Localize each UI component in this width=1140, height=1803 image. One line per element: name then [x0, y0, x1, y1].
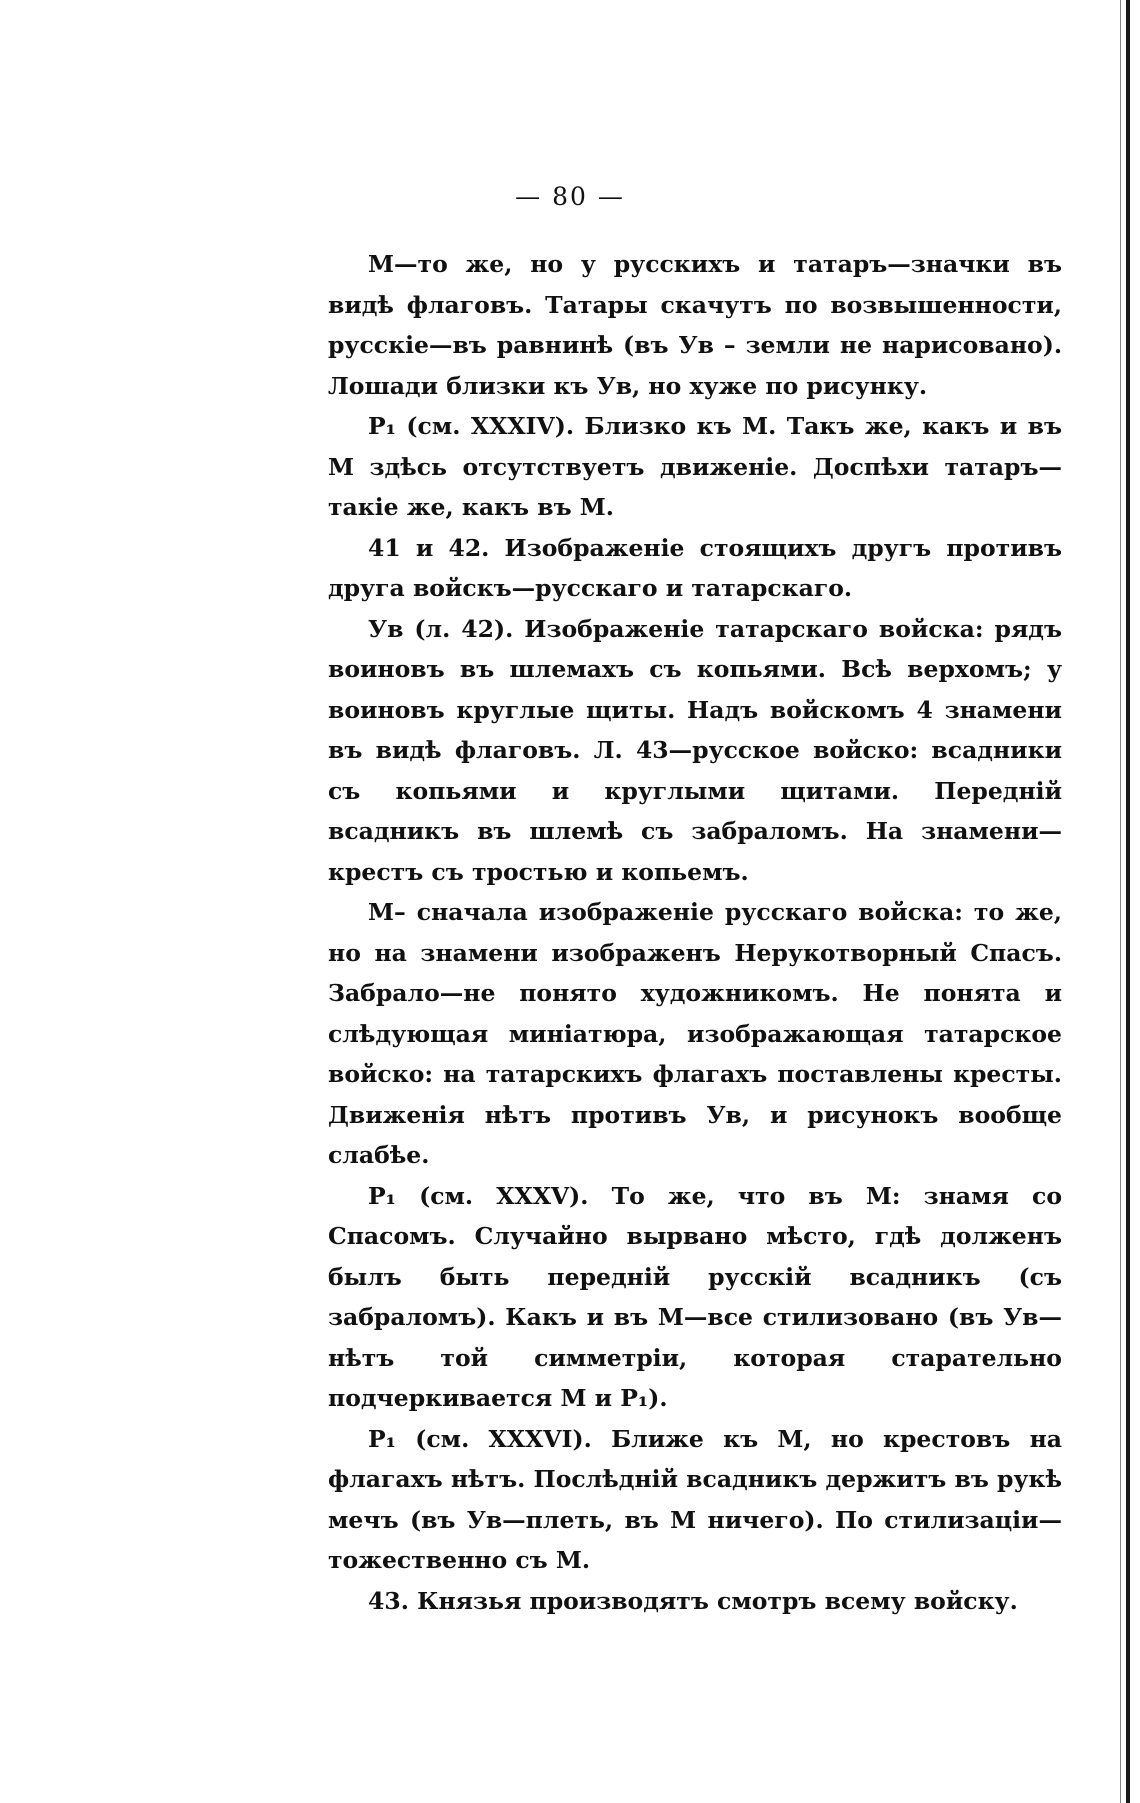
- page-number: — 80 —: [515, 182, 625, 211]
- body-text: [328, 244, 1062, 1621]
- paragraph-41-42: 41 и 42. Изображеніе стоящихъ другъ противъ друга войскъ—русскаго и татарскаго.: [328, 533, 1062, 602]
- paragraph-uv-l42: Ув (л. 42). Изображеніе татарскаго войска: рядъ воиновъ въ шлемахъ съ копьями. Всѣ верхомъ; у воиновъ круглые щиты. Надъ войскомъ 4 знамени въ видѣ флаговъ. Л. 43—русское войско: всадники съ копьями и круглыми щитами. Передній всадникъ въ шлемѣ съ забраломъ. На знамени—крестъ съ тростью и копьемъ.: [328, 614, 1062, 886]
- paragraph-m-russian-army: М– сначала изображеніе русскаго войска: то же, но на знамени изображенъ Нерукотворный Спасъ. Забрало—не понято художникомъ. Не понята и слѣдующая миніатюра, изображающая татарское войско: на татарскихъ флагахъ поставлены кресты. Движенія нѣтъ противъ Ув, и рисунокъ вообще слабѣе.: [328, 898, 1062, 1169]
- paragraph-p1-xxxvi: Р₁ (см. XXXVI). Ближе къ М, но крестовъ на флагахъ нѣтъ. Послѣдній всадникъ держитъ въ рукѣ мечъ (въ Ув—плеть, въ М ничего). По стилизаціи—тожественно съ М.: [328, 1424, 1062, 1574]
- paragraph-p1-xxxv: Р₁ (см. XXXV). То же, что въ М: знамя со Спасомъ. Случайно вырвано мѣсто, гдѣ долженъ былъ быть передній русскій всадникъ (съ забраломъ). Какъ и въ М—все стилизовано (въ Ув—нѣтъ той симметріи, которая старательно подчеркивается М и Р₁).: [328, 1181, 1062, 1412]
- scan-edge-thin-line: [1120, 0, 1121, 1803]
- scan-edge-line: [1126, 0, 1130, 1803]
- paragraph-p1-xxxiv: Р₁ (см. XXXIV). Близко къ М. Такъ же, какъ и въ М здѣсь отсутствуетъ движеніе. Доспѣхи татаръ—такіе же, какъ въ М.: [328, 412, 1062, 521]
- paragraph-m-flags: М—то же, но у русскихъ и татаръ—значки въ видѣ флаговъ. Татары скачутъ по возвышенности, русскіе—въ равнинѣ (въ Ув – земли не нарисовано). Лошади близки къ Ув, но хуже по рисунку.: [328, 250, 1062, 400]
- paragraph-43: 43. Князья производятъ смотръ всему войску.: [368, 1586, 1018, 1615]
